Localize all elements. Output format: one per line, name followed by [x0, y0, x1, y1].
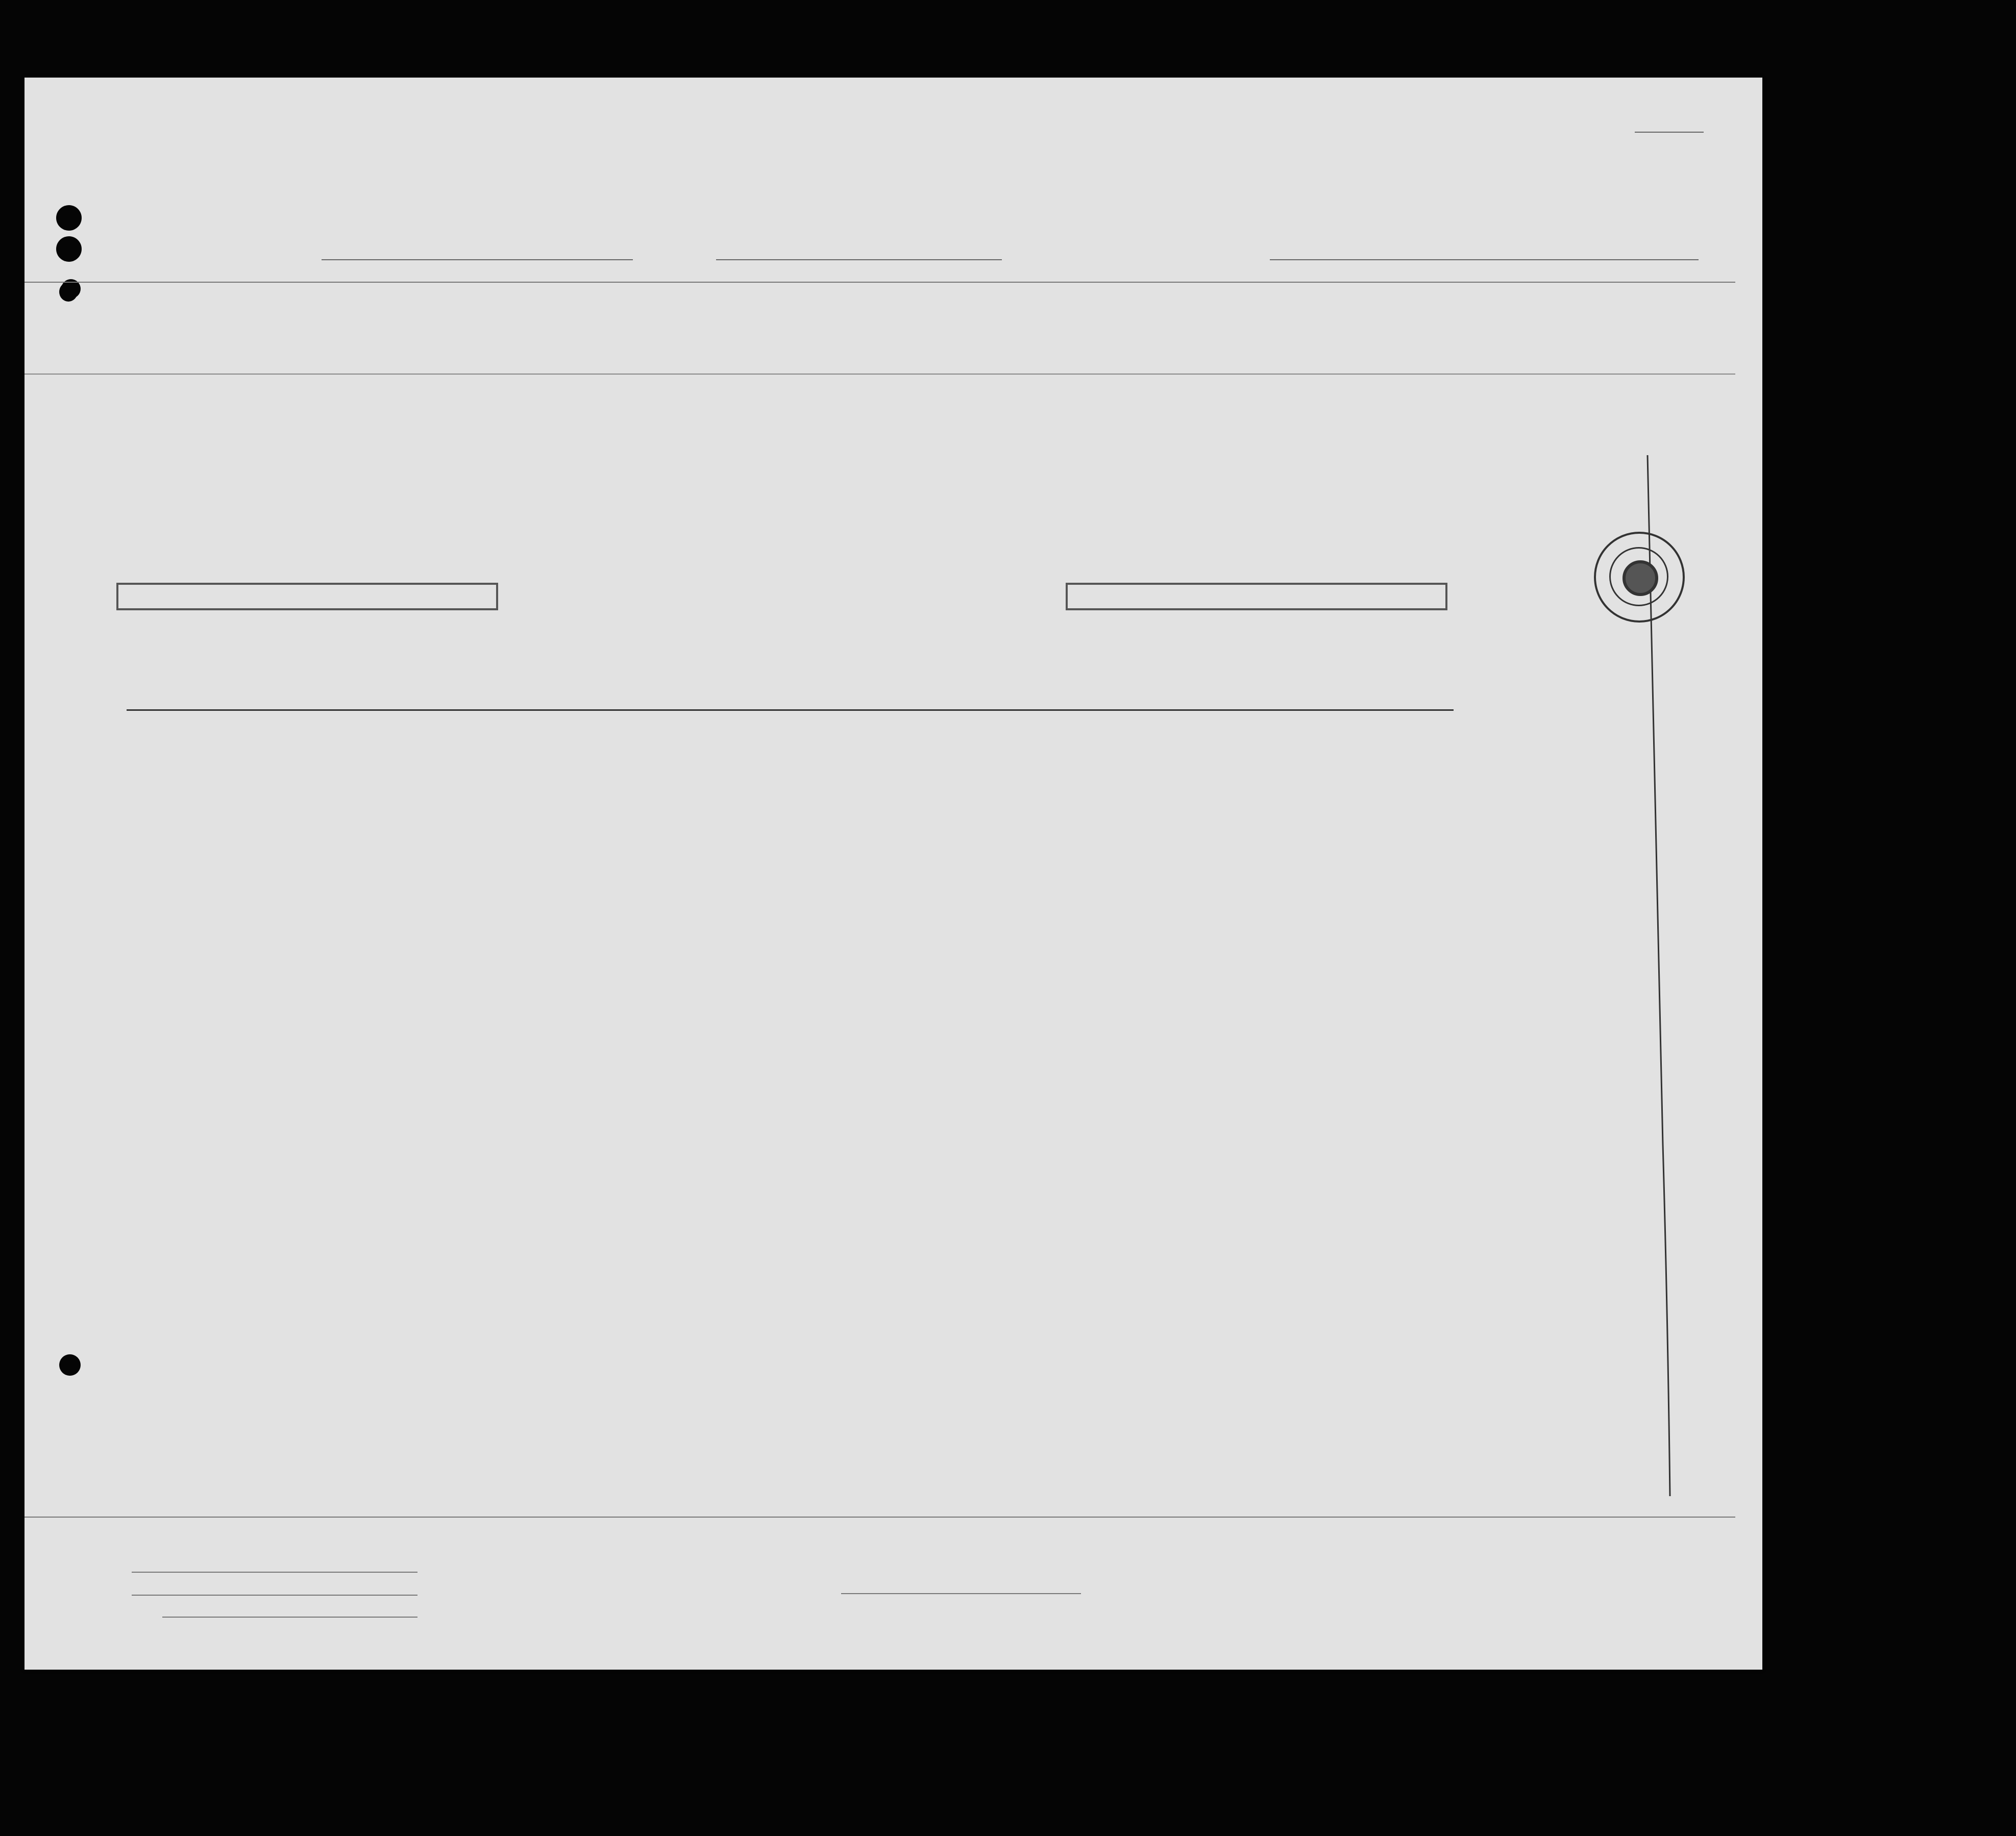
- agents-underline: [162, 1617, 417, 1618]
- inspector-checkmarks: [24, 78, 1762, 1670]
- did-not-sail-stamp: [1066, 583, 1447, 610]
- signature-underline: [841, 1593, 1081, 1594]
- owners-underline: [132, 1595, 417, 1596]
- immigration-seal: [1594, 532, 1685, 623]
- line-underline: [132, 1572, 417, 1573]
- strike-through-line: [127, 709, 1454, 711]
- did-not-sail-stamp: [116, 583, 498, 610]
- manifest-sheet: [24, 78, 1762, 1670]
